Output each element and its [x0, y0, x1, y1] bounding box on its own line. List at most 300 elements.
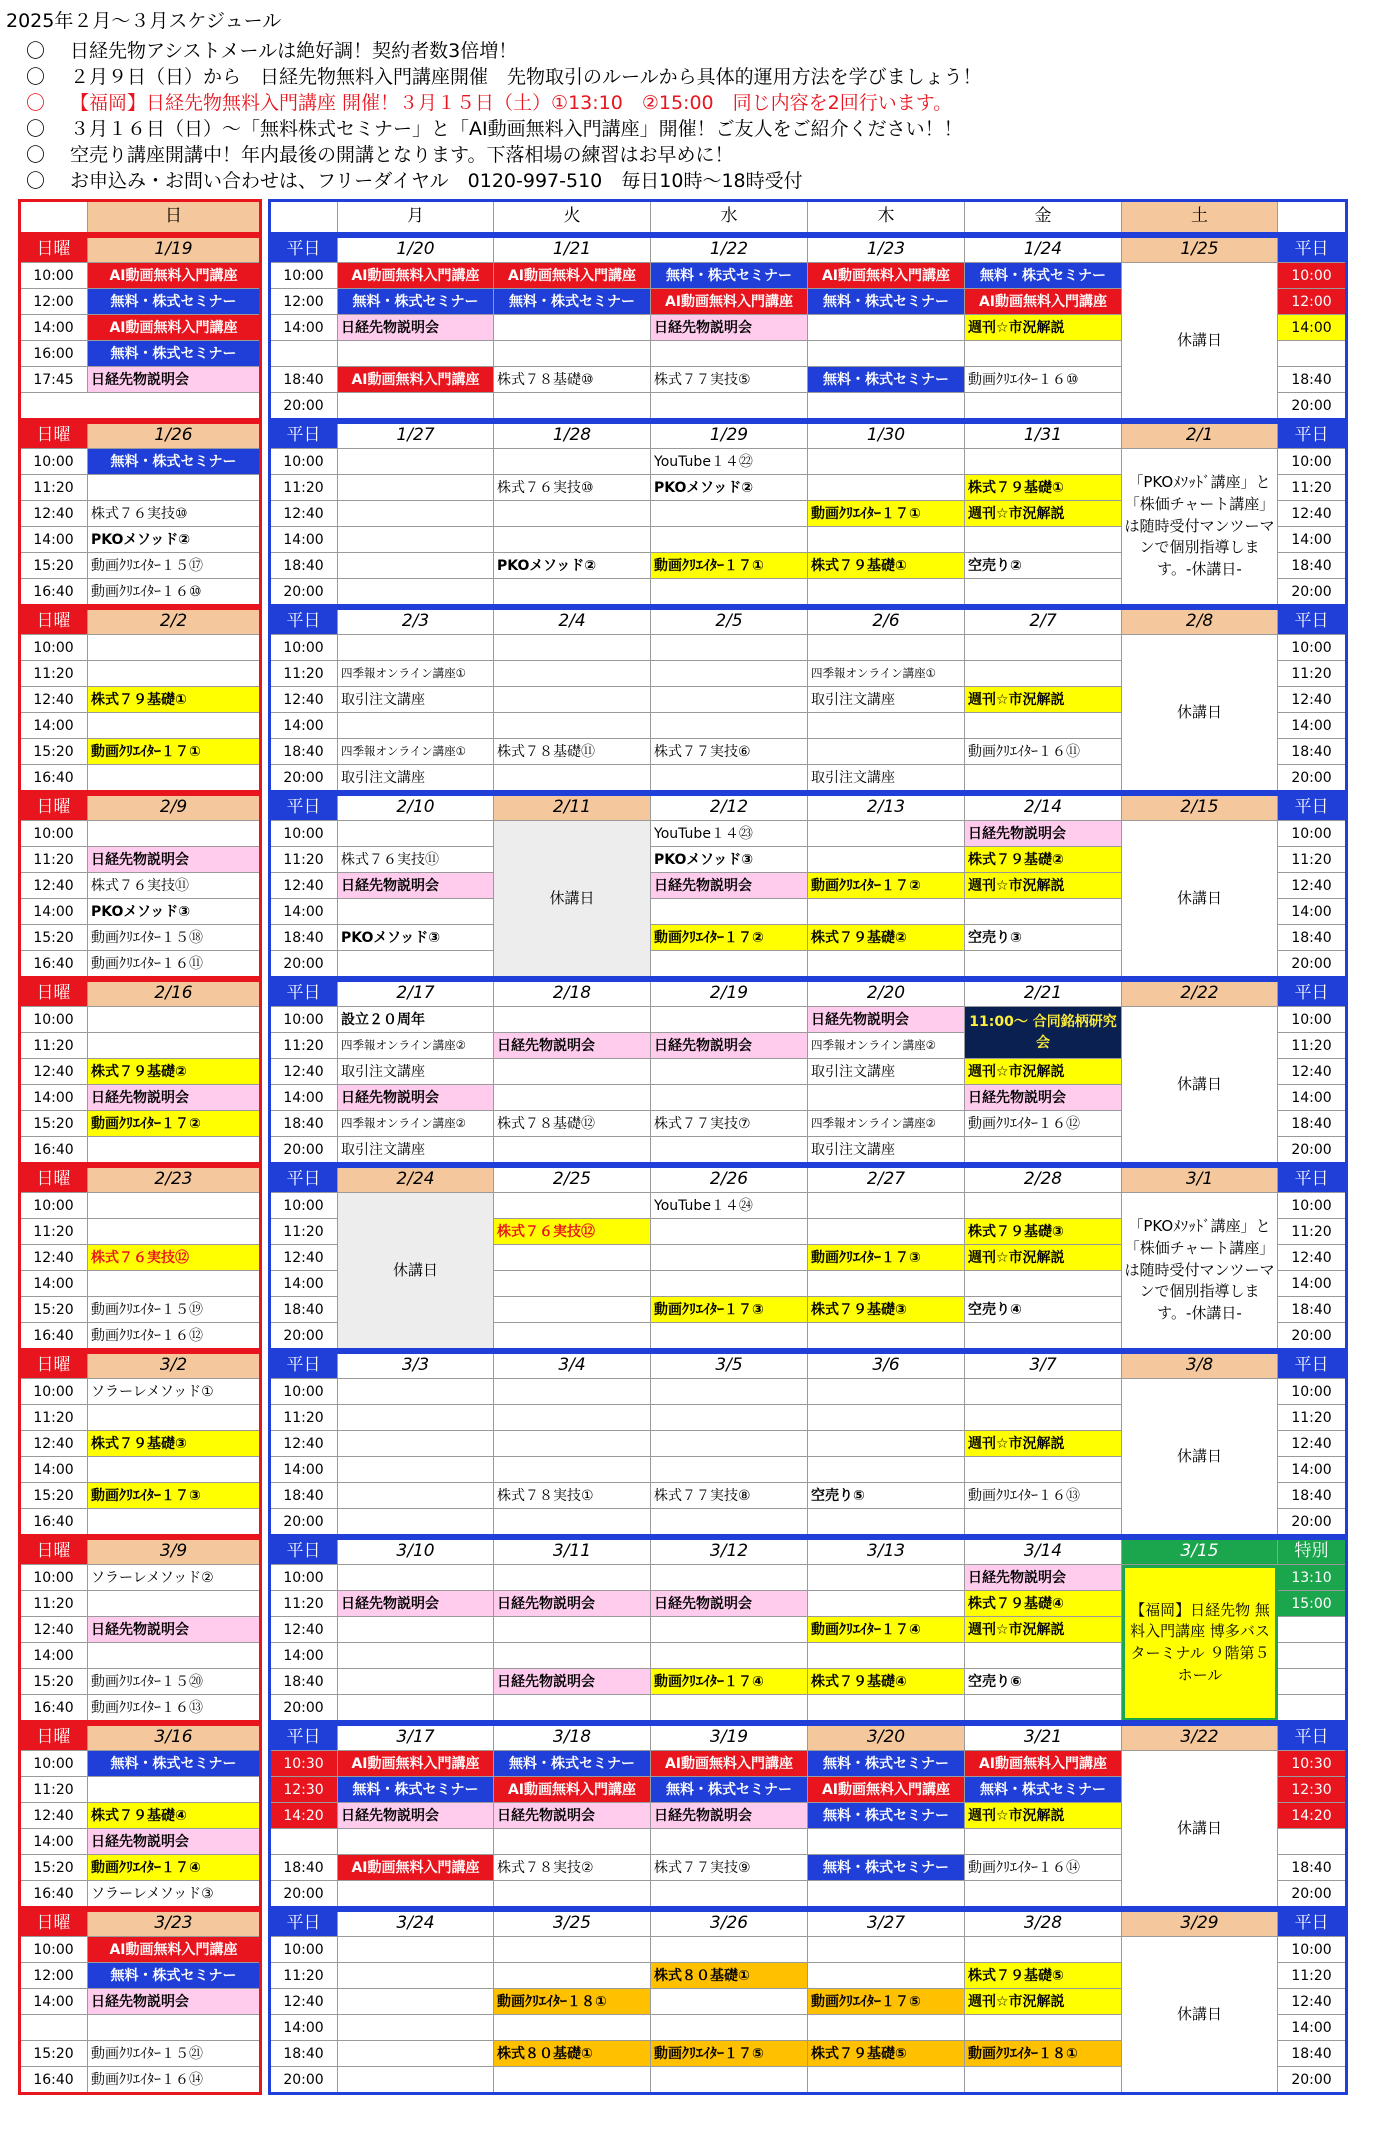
- saturday-label: 平日: [1278, 1353, 1346, 1379]
- event-cell[interactable]: 株式７９基礎①: [808, 553, 965, 579]
- event-cell[interactable]: 株式７６実技⑪: [338, 847, 494, 873]
- event-cell[interactable]: AI動画無料入門講座: [88, 263, 260, 289]
- event-cell: [965, 1193, 1122, 1219]
- event-cell[interactable]: 日経先物説明会: [88, 1829, 260, 1855]
- event-cell: [88, 661, 260, 687]
- event-cell[interactable]: PKOメソッド②: [494, 553, 651, 579]
- event-cell: [965, 1509, 1122, 1535]
- day-date: 2/17: [338, 981, 494, 1007]
- event-cell[interactable]: 株式７７実技⑤: [651, 367, 808, 393]
- event-cell[interactable]: YouTube１４㉔: [651, 1193, 808, 1219]
- event-cell[interactable]: 空売り②: [965, 553, 1122, 579]
- event-cell[interactable]: 株式７９基礎⑤: [965, 1963, 1122, 1989]
- event-cell[interactable]: 動画ｸﾘｴｲﾀｰ１７①: [88, 739, 260, 765]
- event-cell[interactable]: 株式７９基礎②: [808, 925, 965, 951]
- event-cell[interactable]: AI動画無料入門講座: [338, 1751, 494, 1777]
- event-cell[interactable]: 空売り④: [965, 1297, 1122, 1323]
- event-cell: [338, 1669, 494, 1695]
- event-cell[interactable]: 無料・株式セミナー: [808, 1751, 965, 1777]
- event-cell[interactable]: 動画ｸﾘｴｲﾀｰ１６⑭: [965, 1855, 1122, 1881]
- weekday-label: 平日: [270, 795, 338, 821]
- event-cell[interactable]: 四季報オンライン講座②: [338, 1111, 494, 1137]
- day-date: 1/20: [338, 237, 494, 263]
- event-cell[interactable]: 無料・株式セミナー: [965, 263, 1122, 289]
- event-cell: [965, 449, 1122, 475]
- time-cell: 14:00: [270, 527, 338, 553]
- time-cell: 14:00: [1278, 1457, 1346, 1483]
- event-cell: [338, 2015, 494, 2041]
- event-cell[interactable]: YouTube１４㉓: [651, 821, 808, 847]
- time-cell: 14:00: [20, 527, 88, 553]
- time-cell: 14:20: [270, 1803, 338, 1829]
- event-cell[interactable]: AI動画無料入門講座: [494, 1777, 651, 1803]
- event-cell: [338, 449, 494, 475]
- time-cell: 12:40: [1278, 873, 1346, 899]
- event-cell[interactable]: 週刊☆市況解説: [965, 1431, 1122, 1457]
- time-cell: 14:00: [1278, 1085, 1346, 1111]
- event-cell: [965, 2067, 1122, 2093]
- saturday-label: 平日: [1278, 609, 1346, 635]
- time-cell: 20:00: [1278, 2067, 1346, 2093]
- time-cell: 12:30: [1278, 1777, 1346, 1803]
- event-cell[interactable]: 動画ｸﾘｴｲﾀｰ１５⑰: [88, 553, 260, 579]
- event-cell[interactable]: 無料・株式セミナー: [808, 1803, 965, 1829]
- time-cell: 12:40: [270, 1431, 338, 1457]
- event-cell: [651, 1989, 808, 2015]
- event-cell[interactable]: 日経先物説明会: [651, 1033, 808, 1059]
- time-cell: 16:40: [20, 765, 88, 791]
- time-cell: 10:00: [20, 1565, 88, 1591]
- event-cell[interactable]: 日経先物説明会: [338, 1085, 494, 1111]
- time-cell: 20:00: [1278, 1137, 1346, 1163]
- event-cell[interactable]: 日経先物説明会: [651, 1803, 808, 1829]
- event-cell[interactable]: AI動画無料入門講座: [338, 263, 494, 289]
- event-cell[interactable]: 株式７８実技②: [494, 1855, 651, 1881]
- event-cell[interactable]: 動画ｸﾘｴｲﾀｰ１６⑭: [88, 2067, 260, 2093]
- event-cell[interactable]: 株式７６実技⑫: [88, 1245, 260, 1271]
- event-cell[interactable]: PKOメソッド③: [88, 899, 260, 925]
- saturday-label: 平日: [1278, 423, 1346, 449]
- event-cell[interactable]: AI動画無料入門講座: [494, 263, 651, 289]
- event-cell[interactable]: 株式７９基礎⑤: [808, 2041, 965, 2067]
- event-cell[interactable]: 日経先物説明会: [965, 1565, 1122, 1591]
- event-cell[interactable]: 動画ｸﾘｴｲﾀｰ１５⑲: [88, 1297, 260, 1323]
- event-cell[interactable]: PKOメソッド②: [88, 527, 260, 553]
- time-cell: 11:20: [270, 847, 338, 873]
- event-cell[interactable]: 株式８０基礎①: [494, 2041, 651, 2067]
- sunday-date: 3/23: [88, 1911, 260, 1937]
- event-cell: [88, 821, 260, 847]
- event-cell: [88, 475, 260, 501]
- event-cell[interactable]: 株式７７実技⑦: [651, 1111, 808, 1137]
- event-cell[interactable]: 動画ｸﾘｴｲﾀｰ１７①: [808, 501, 965, 527]
- event-cell[interactable]: 空売り⑤: [808, 1483, 965, 1509]
- event-cell: [338, 579, 494, 605]
- day-date: 2/24: [338, 1167, 494, 1193]
- event-cell[interactable]: 動画ｸﾘｴｲﾀｰ１８①: [965, 2041, 1122, 2067]
- event-cell: [651, 1245, 808, 1271]
- event-cell[interactable]: YouTube１４㉒: [651, 449, 808, 475]
- saturday-date: 3/1: [1122, 1167, 1278, 1193]
- event-cell: [651, 1007, 808, 1033]
- event-cell[interactable]: 日経先物説明会: [338, 1591, 494, 1617]
- time-cell: 11:20: [270, 1591, 338, 1617]
- event-cell[interactable]: AI動画無料入門講座: [651, 289, 808, 315]
- time-cell: 16:00: [20, 341, 88, 367]
- day-date: 3/13: [808, 1539, 965, 1565]
- event-cell[interactable]: 動画ｸﾘｴｲﾀｰ１７③: [651, 1297, 808, 1323]
- event-cell[interactable]: 株式７９基礎④: [965, 1591, 1122, 1617]
- event-cell[interactable]: 無料・株式セミナー: [808, 367, 965, 393]
- event-cell[interactable]: 動画ｸﾘｴｲﾀｰ１７④: [651, 1669, 808, 1695]
- time-cell: [1278, 1643, 1346, 1669]
- event-cell[interactable]: 動画ｸﾘｴｲﾀｰ１７⑤: [808, 1989, 965, 2015]
- event-cell[interactable]: 週刊☆市況解説: [965, 1617, 1122, 1643]
- event-cell: [651, 1323, 808, 1349]
- event-cell: [651, 1085, 808, 1111]
- event-cell[interactable]: 株式７６実技⑪: [88, 873, 260, 899]
- event-cell[interactable]: 株式７９基礎④: [88, 1803, 260, 1829]
- event-cell[interactable]: 動画ｸﾘｴｲﾀｰ１６⑩: [88, 579, 260, 605]
- event-cell[interactable]: 無料・株式セミナー: [338, 289, 494, 315]
- event-cell: [338, 713, 494, 739]
- event-cell[interactable]: 株式７７実技⑨: [651, 1855, 808, 1881]
- event-cell[interactable]: AI動画無料入門講座: [338, 1855, 494, 1881]
- event-cell: [338, 821, 494, 847]
- notice-text: 【福岡】日経先物無料入門講座 開催！３月１５日（土）①13:10 ②15:00 同じ内容を2回行います。: [70, 92, 953, 114]
- time-cell: 11:20: [20, 1591, 88, 1617]
- event-cell[interactable]: 株式７６実技⑫: [494, 1219, 651, 1245]
- event-cell[interactable]: 動画ｸﾘｴｲﾀｰ１７②: [808, 873, 965, 899]
- event-cell[interactable]: 動画ｸﾘｴｲﾀｰ１７④: [88, 1855, 260, 1881]
- event-cell[interactable]: 日経先物説明会: [338, 315, 494, 341]
- time-cell: 15:20: [20, 1483, 88, 1509]
- time-cell: 10:00: [1278, 635, 1346, 661]
- saturday-date: 3/8: [1122, 1353, 1278, 1379]
- event-cell[interactable]: 株式７７実技⑥: [651, 739, 808, 765]
- event-cell[interactable]: 動画ｸﾘｴｲﾀｰ１７⑤: [651, 2041, 808, 2067]
- event-cell: [808, 1323, 965, 1349]
- saturday-label: 平日: [1278, 981, 1346, 1007]
- event-cell[interactable]: 無料・株式セミナー: [651, 1777, 808, 1803]
- event-cell: [808, 2067, 965, 2093]
- event-cell[interactable]: 週刊☆市況解説: [965, 1059, 1122, 1085]
- event-cell[interactable]: 株式７９基礎④: [808, 1669, 965, 1695]
- event-cell: [494, 687, 651, 713]
- event-cell[interactable]: 動画ｸﾘｴｲﾀｰ１６⑩: [965, 367, 1122, 393]
- event-cell[interactable]: AI動画無料入門講座: [965, 289, 1122, 315]
- notice-text: ３月１６日（日）～「無料株式セミナー」と「AI動画無料入門講座」開催！ご友人をご紹介ください！！: [70, 118, 963, 140]
- event-cell[interactable]: 動画ｸﾘｴｲﾀｰ１８①: [494, 1989, 651, 2015]
- event-cell: [965, 341, 1122, 367]
- weekday-label: 平日: [270, 237, 338, 263]
- event-cell[interactable]: 日経先物説明会: [494, 1591, 651, 1617]
- event-cell[interactable]: 株式７８実技①: [494, 1483, 651, 1509]
- event-cell[interactable]: 動画ｸﾘｴｲﾀｰ１５⑳: [88, 1669, 260, 1695]
- time-cell: [1278, 1669, 1346, 1695]
- event-cell[interactable]: 週刊☆市況解説: [965, 501, 1122, 527]
- event-cell[interactable]: 取引注文講座: [808, 1059, 965, 1085]
- notice-text: お申込み・お問い合わせは、フリーダイヤル 0120-997-510 毎日10時～18時受付: [70, 170, 803, 192]
- time-cell: 10:30: [270, 1751, 338, 1777]
- header-day: 木: [808, 201, 965, 233]
- event-cell: [965, 1457, 1122, 1483]
- event-cell[interactable]: 無料・株式セミナー: [88, 1751, 260, 1777]
- event-cell[interactable]: 週刊☆市況解説: [965, 873, 1122, 899]
- event-cell[interactable]: 日経先物説明会: [651, 1591, 808, 1617]
- event-cell[interactable]: ソラーレメソッド③: [88, 1881, 260, 1907]
- event-cell[interactable]: 動画ｸﾘｴｲﾀｰ１５㉑: [88, 2041, 260, 2067]
- event-cell[interactable]: 株式７８基礎⑩: [494, 367, 651, 393]
- event-cell[interactable]: 四季報オンライン講座②: [338, 1033, 494, 1059]
- event-cell[interactable]: 動画ｸﾘｴｲﾀｰ１５⑱: [88, 925, 260, 951]
- event-cell: [965, 1695, 1122, 1721]
- event-cell[interactable]: 動画ｸﾘｴｲﾀｰ１６⑪: [965, 739, 1122, 765]
- event-cell: [338, 1431, 494, 1457]
- event-cell[interactable]: 日経先物説明会: [494, 1669, 651, 1695]
- saturday-note: 休講日: [1122, 1007, 1278, 1163]
- event-cell[interactable]: 株式７９基礎③: [965, 1219, 1122, 1245]
- event-cell[interactable]: 日経先物説明会: [494, 1033, 651, 1059]
- event-cell: [965, 527, 1122, 553]
- event-cell[interactable]: 取引注文講座: [808, 1137, 965, 1163]
- event-cell: [965, 661, 1122, 687]
- event-cell: [808, 713, 965, 739]
- event-cell[interactable]: 動画ｸﾘｴｲﾀｰ１６⑫: [965, 1111, 1122, 1137]
- time-cell: 12:40: [270, 1059, 338, 1085]
- event-cell[interactable]: 動画ｸﾘｴｲﾀｰ１７③: [88, 1483, 260, 1509]
- event-cell[interactable]: 無料・株式セミナー: [88, 341, 260, 367]
- event-cell: [338, 2041, 494, 2067]
- special-event-cell[interactable]: 11:00～ 合同銘柄研究会: [965, 1007, 1122, 1059]
- event-cell[interactable]: 四季報オンライン講座②: [808, 1033, 965, 1059]
- event-cell[interactable]: 日経先物説明会: [651, 315, 808, 341]
- time-cell: 18:40: [1278, 1855, 1346, 1881]
- event-cell[interactable]: 日経先物説明会: [494, 1803, 651, 1829]
- event-cell: [965, 765, 1122, 791]
- event-cell[interactable]: AI動画無料入門講座: [808, 263, 965, 289]
- event-cell[interactable]: 週刊☆市況解説: [965, 315, 1122, 341]
- event-cell: [88, 713, 260, 739]
- event-cell[interactable]: 株式７６実技⑩: [88, 501, 260, 527]
- sunday-label: 日曜: [20, 1353, 88, 1379]
- event-cell: [88, 1777, 260, 1803]
- event-cell[interactable]: 日経先物説明会: [808, 1007, 965, 1033]
- time-cell: 12:30: [270, 1777, 338, 1803]
- event-cell: [965, 1137, 1122, 1163]
- event-cell[interactable]: 日経先物説明会: [965, 821, 1122, 847]
- time-cell: 10:00: [270, 449, 338, 475]
- event-cell: [651, 579, 808, 605]
- saturday-date: 1/25: [1122, 237, 1278, 263]
- event-cell[interactable]: 日経先物説明会: [88, 1617, 260, 1643]
- event-cell[interactable]: 無料・株式セミナー: [494, 1751, 651, 1777]
- event-cell[interactable]: PKOメソッド③: [338, 925, 494, 951]
- time-cell: 14:00: [20, 1457, 88, 1483]
- event-cell[interactable]: 無料・株式セミナー: [88, 289, 260, 315]
- event-cell[interactable]: AI動画無料入門講座: [651, 1751, 808, 1777]
- event-cell: [494, 635, 651, 661]
- event-cell[interactable]: 動画ｸﾘｴｲﾀｰ１７②: [651, 925, 808, 951]
- circle-bullet-icon: 〇: [26, 170, 46, 192]
- event-cell[interactable]: 動画ｸﾘｴｲﾀｰ１７④: [808, 1617, 965, 1643]
- day-date: 3/21: [965, 1725, 1122, 1751]
- event-cell[interactable]: 株式８０基礎①: [651, 1963, 808, 1989]
- time-cell: 12:40: [20, 687, 88, 713]
- event-cell[interactable]: 取引注文講座: [338, 1059, 494, 1085]
- time-cell: 14:00: [1278, 899, 1346, 925]
- time-cell: 18:40: [270, 1483, 338, 1509]
- event-cell[interactable]: 四季報オンライン講座②: [808, 1111, 965, 1137]
- day-date: 3/25: [494, 1911, 651, 1937]
- sunday-date: 1/26: [88, 423, 260, 449]
- event-cell[interactable]: 株式７９基礎①: [965, 475, 1122, 501]
- event-cell: [494, 1963, 651, 1989]
- event-cell[interactable]: 無料・株式セミナー: [88, 449, 260, 475]
- saturday-date: 2/1: [1122, 423, 1278, 449]
- time-cell: 12:40: [270, 1617, 338, 1643]
- event-cell[interactable]: 日経先物説明会: [651, 873, 808, 899]
- event-cell[interactable]: 動画ｸﾘｴｲﾀｰ１７③: [808, 1245, 965, 1271]
- day-date: 2/27: [808, 1167, 965, 1193]
- event-cell[interactable]: 取引注文講座: [338, 687, 494, 713]
- event-cell[interactable]: 日経先物説明会: [338, 1803, 494, 1829]
- event-cell[interactable]: AI動画無料入門講座: [338, 367, 494, 393]
- event-cell[interactable]: AI動画無料入門講座: [88, 1937, 260, 1963]
- event-cell: [965, 393, 1122, 419]
- event-cell: [494, 765, 651, 791]
- time-cell: 10:00: [270, 635, 338, 661]
- event-cell[interactable]: 株式７９基礎①: [88, 687, 260, 713]
- event-cell[interactable]: 株式７９基礎②: [88, 1059, 260, 1085]
- event-cell[interactable]: 四季報オンライン講座①: [808, 661, 965, 687]
- time-cell: 10:00: [20, 1937, 88, 1963]
- event-cell[interactable]: 無料・株式セミナー: [494, 289, 651, 315]
- event-cell[interactable]: 日経先物説明会: [88, 367, 260, 393]
- event-cell[interactable]: 週刊☆市況解説: [965, 687, 1122, 713]
- event-cell[interactable]: 株式７６実技⑩: [494, 475, 651, 501]
- event-cell[interactable]: ソラーレメソッド②: [88, 1565, 260, 1591]
- day-date: 2/6: [808, 609, 965, 635]
- event-cell[interactable]: 動画ｸﾘｴｲﾀｰ１６⑪: [88, 951, 260, 977]
- event-cell[interactable]: 無料・株式セミナー: [808, 289, 965, 315]
- day-date: 2/10: [338, 795, 494, 821]
- day-date: 3/20: [808, 1725, 965, 1751]
- event-cell[interactable]: 空売り③: [965, 925, 1122, 951]
- event-cell[interactable]: 設立２０周年: [338, 1007, 494, 1033]
- event-cell[interactable]: 株式７８基礎⑫: [494, 1111, 651, 1137]
- event-cell: [338, 1881, 494, 1907]
- event-cell[interactable]: 無料・株式セミナー: [338, 1777, 494, 1803]
- event-cell[interactable]: AI動画無料入門講座: [808, 1777, 965, 1803]
- time-cell: 11:20: [1278, 847, 1346, 873]
- event-cell[interactable]: 無料・株式セミナー: [965, 1777, 1122, 1803]
- time-cell: 11:20: [20, 475, 88, 501]
- event-cell: [808, 1457, 965, 1483]
- event-cell[interactable]: 日経先物説明会: [965, 1085, 1122, 1111]
- event-cell: [494, 2015, 651, 2041]
- event-cell: [808, 1881, 965, 1907]
- event-cell[interactable]: 株式７９基礎③: [88, 1431, 260, 1457]
- event-cell[interactable]: 取引注文講座: [808, 687, 965, 713]
- time-cell: 11:20: [270, 1219, 338, 1245]
- event-cell: [965, 579, 1122, 605]
- saturday-note: 休講日: [1122, 635, 1278, 791]
- event-cell: [338, 475, 494, 501]
- event-cell[interactable]: 四季報オンライン講座①: [338, 739, 494, 765]
- event-cell[interactable]: 週刊☆市況解説: [965, 1245, 1122, 1271]
- time-cell: 16:40: [20, 1881, 88, 1907]
- time-cell: 10:00: [20, 449, 88, 475]
- event-cell[interactable]: 無料・株式セミナー: [651, 263, 808, 289]
- time-cell: 20:00: [1278, 1323, 1346, 1349]
- event-cell[interactable]: 四季報オンライン講座①: [338, 661, 494, 687]
- event-cell[interactable]: 動画ｸﾘｴｲﾀｰ１６⑬: [88, 1695, 260, 1721]
- event-cell: [88, 1643, 260, 1669]
- event-cell: [338, 527, 494, 553]
- event-cell[interactable]: 日経先物説明会: [88, 1085, 260, 1111]
- event-cell[interactable]: 株式７７実技⑧: [651, 1483, 808, 1509]
- event-cell[interactable]: AI動画無料入門講座: [88, 315, 260, 341]
- event-cell[interactable]: 日経先物説明会: [88, 1989, 260, 2015]
- time-cell: 14:00: [270, 1457, 338, 1483]
- time-cell: 14:00: [20, 1989, 88, 2015]
- weekday-label: 平日: [270, 423, 338, 449]
- time-cell: 18:40: [270, 367, 338, 393]
- event-cell[interactable]: 取引注文講座: [338, 765, 494, 791]
- event-cell[interactable]: 週刊☆市況解説: [965, 1803, 1122, 1829]
- event-cell[interactable]: 日経先物説明会: [88, 847, 260, 873]
- event-cell[interactable]: 動画ｸﾘｴｲﾀｰ１６⑬: [965, 1483, 1122, 1509]
- event-cell[interactable]: 無料・株式セミナー: [808, 1855, 965, 1881]
- weekday-label: 平日: [270, 1353, 338, 1379]
- weekday-label: 平日: [270, 1167, 338, 1193]
- event-cell[interactable]: 無料・株式セミナー: [88, 1963, 260, 1989]
- event-cell: [88, 1457, 260, 1483]
- notice-line: [26, 142, 982, 168]
- event-cell: [651, 1695, 808, 1721]
- event-cell[interactable]: 株式７８基礎⑪: [494, 739, 651, 765]
- event-cell[interactable]: 空売り⑥: [965, 1669, 1122, 1695]
- event-cell: [651, 899, 808, 925]
- event-cell[interactable]: ソラーレメソッド①: [88, 1379, 260, 1405]
- sunday-label: 日曜: [20, 423, 88, 449]
- event-cell[interactable]: 株式７９基礎②: [965, 847, 1122, 873]
- event-cell[interactable]: 週刊☆市況解説: [965, 1989, 1122, 2015]
- event-cell[interactable]: 動画ｸﾘｴｲﾀｰ１６⑫: [88, 1323, 260, 1349]
- event-cell[interactable]: PKOメソッド②: [651, 475, 808, 501]
- event-cell[interactable]: 株式７９基礎③: [808, 1297, 965, 1323]
- time-cell: 11:20: [270, 1963, 338, 1989]
- time-cell: [1278, 1617, 1346, 1643]
- time-cell: 18:40: [270, 553, 338, 579]
- event-cell[interactable]: AI動画無料入門講座: [965, 1751, 1122, 1777]
- event-cell[interactable]: 取引注文講座: [338, 1137, 494, 1163]
- event-cell[interactable]: 取引注文講座: [808, 765, 965, 791]
- event-cell[interactable]: PKOメソッド③: [651, 847, 808, 873]
- circle-bullet-icon: 〇: [26, 66, 46, 88]
- time-cell: 18:40: [1278, 739, 1346, 765]
- event-cell[interactable]: 動画ｸﾘｴｲﾀｰ１７②: [88, 1111, 260, 1137]
- time-cell: 18:40: [270, 1297, 338, 1323]
- event-cell[interactable]: 動画ｸﾘｴｲﾀｰ１７①: [651, 553, 808, 579]
- event-cell: [494, 1271, 651, 1297]
- event-cell[interactable]: 日経先物説明会: [338, 873, 494, 899]
- event-cell: [88, 1405, 260, 1431]
- header-day-sun: 日: [88, 201, 260, 233]
- event-cell: [494, 1829, 651, 1855]
- special-event-cell[interactable]: 【福岡】日経先物 無料入門講座 博多バスターミナル ９階第５ホール: [1122, 1565, 1278, 1721]
